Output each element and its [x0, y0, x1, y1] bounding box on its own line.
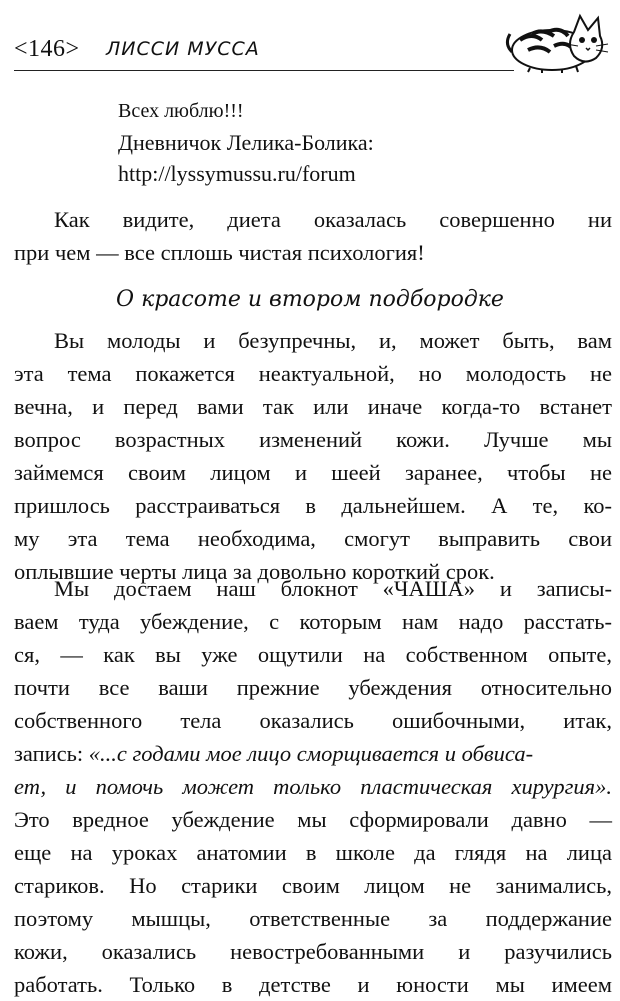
- text-line: ваем туда убеждение, с которым нам надо расстать-: [14, 609, 612, 634]
- page-header: [14, 28, 610, 72]
- text-line: работать. Только в детстве и юности мы имеем: [14, 972, 612, 997]
- text-line: Мы достаем наш блокнот «ЧАША» и записы-: [54, 576, 612, 601]
- section-heading: О красоте и втором подбородке: [116, 287, 504, 312]
- paragraph-youth: [14, 324, 612, 588]
- text-line: займемся своим лицом и шеей заранее, чтобы не: [14, 460, 612, 485]
- text-line: стариков. Но старики своим лицом не занимались,: [14, 873, 612, 898]
- text-line: вечна, и перед вами так или иначе когда-то встанет: [14, 394, 612, 419]
- text-line: эта тема покажется неактуальной, но молодость не: [14, 361, 612, 386]
- quote-fragment: «...с годами мое лицо сморщивается и обвиса-: [88, 741, 534, 766]
- text-line: Вы молоды и безупречны, и, может быть, вам: [54, 328, 612, 353]
- text-line: собственного тела оказались ошибочными, итак,: [14, 708, 612, 733]
- cat-icon: [502, 10, 610, 74]
- text-line: оплывшие черты лица за довольно короткий срок.: [14, 559, 495, 584]
- paragraph-notebook: [14, 572, 612, 1001]
- text-line: Как видите, диета оказалась совершенно ни: [54, 207, 612, 232]
- text-line: ся, — как вы уже ощутили на собственном опыте,: [14, 642, 612, 667]
- text-line: при чем — все сплошь чистая психология!: [14, 240, 425, 265]
- running-title: ЛИССИ МУССА: [106, 38, 260, 60]
- epigraph-url: http://lyssymussu.ru/forum: [118, 161, 356, 186]
- text-line: му эта тема необходима, смогут выправить свои: [14, 526, 612, 551]
- paragraph-intro: [14, 203, 612, 269]
- text-line: [14, 737, 612, 770]
- epigraph: [118, 96, 374, 189]
- header-rule: [14, 70, 514, 71]
- quote-line: ет, и помочь может только пластическая хирургия».: [14, 774, 612, 799]
- text-line: пришлось расстраиваться в дальнейшем. А те, ко-: [14, 493, 612, 518]
- page-number: <146>: [14, 36, 80, 62]
- text-fragment: запись:: [14, 741, 89, 766]
- text-line: еще на уроках анатомии в школе да глядя на лица: [14, 840, 612, 865]
- text-line: вопрос возрастных изменений кожи. Лучше мы: [14, 427, 612, 452]
- text-line: кожи, оказались невостребованными и разучились: [14, 939, 612, 964]
- epigraph-line: Всех люблю!!!: [118, 100, 244, 122]
- text-line: почти все ваши прежние убеждения относительно: [14, 675, 612, 700]
- text-line: поэтому мышцы, ответственные за поддержание: [14, 906, 612, 931]
- text-line: Это вредное убеждение мы сформировали давно —: [14, 807, 612, 832]
- epigraph-line: Дневничок Лелика-Болика:: [118, 130, 374, 155]
